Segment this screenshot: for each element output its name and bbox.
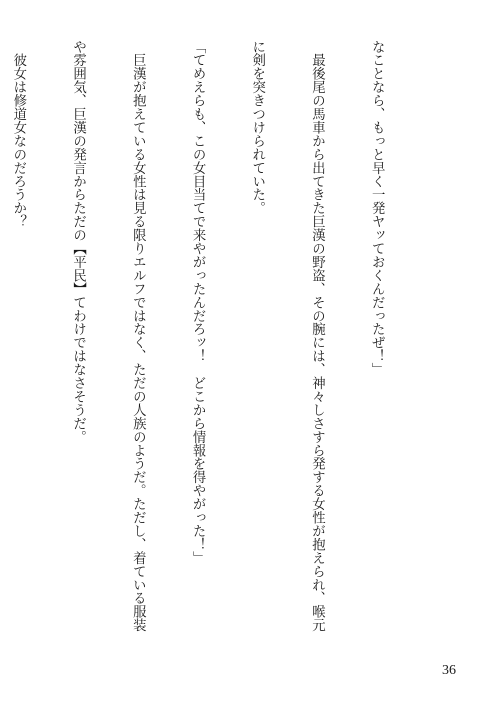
text-line: や雰囲気、巨漢の発言からただの【平民】てわけではなさそうだ。 — [70, 40, 86, 444]
vertical-text-block — [10, 40, 426, 666]
text-line: 「てめえらも、この女目当てで来やがったんだろッ！ どこから情報を得やがった！」 — [190, 40, 206, 565]
text-line: 彼女は修道女なのだろうか？ — [10, 40, 26, 229]
text-line: 巨漢が抱えている女性は見る限りエルフではなく、ただの人族のようだ。ただし、着ている服装 — [130, 40, 146, 632]
text-line: なことなら、もっと早く一発ヤッておくんだったぜ！」 — [369, 40, 385, 377]
text-line: に剣を突きつけられていた。 — [249, 40, 265, 215]
text-line: 最後尾の馬車から出てきた巨漢の野盗、その腕には、神々しさすら発する女性が抱えられ、喉元 — [309, 40, 325, 632]
page-number: 36 — [442, 663, 456, 678]
